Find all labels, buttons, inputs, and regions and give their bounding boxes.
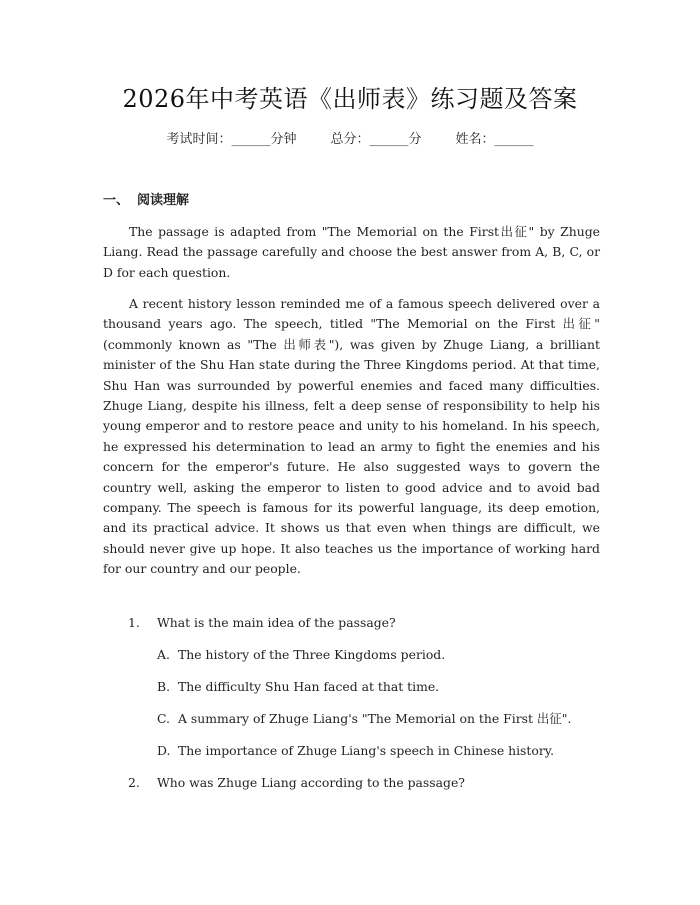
section-number: 一、 — [103, 193, 130, 208]
instruction-text: The passage is adapted from "The Memorial on the First出征" by Zhuge Liang. Read the passage carefully and choose the best answer from A, B, C, or D for each question. — [103, 224, 600, 280]
section-heading — [103, 191, 189, 211]
option-text: A summary of Zhuge Liang's "The Memorial on the First 出征". — [178, 711, 572, 726]
page-title: 2026年中考英语《出师表》练习题及答案 — [122, 85, 578, 113]
option-text: The importance of Zhuge Liang's speech in Chinese history. — [178, 743, 555, 758]
option-letter: B. — [157, 679, 171, 694]
option-letter: A. — [157, 647, 170, 662]
option-c — [157, 709, 571, 729]
option-a — [157, 645, 445, 665]
question-text: Who was Zhuge Liang according to the passage? — [157, 775, 465, 790]
reading-passage — [103, 294, 600, 580]
option-letter: C. — [157, 711, 170, 726]
section-title: 阅读理解 — [137, 193, 190, 208]
passage-text: A recent history lesson reminded me of a famous speech delivered over a thousand years ago. The speech, titled "The Memorial on the First 出征" (commonly known as "The 出师表"), was given by Zhuge Liang, a brilliant minister of the Shu Han state during the Three Kingdoms period. At that time, Shu Han was surrounded by powerful enemies and faced many difficulties. Zhuge Liang, despite his illness, felt a deep sense of responsibility to help his young emperor and to restore peace and unity to his homeland. In his speech, he expressed his determination to lead an army to fight the enemies and his concern for the emperor's future. He also suggested ways to govern the country well, asking the emperor to listen to good advice and to avoid bad company. The speech is famous for its powerful language, its deep emotion, and its practical advice. It shows us that even when things are difficult, we should never give up hope. It also teaches us the importance of working hard for our country and our people. — [103, 296, 600, 577]
exam-meta — [0, 130, 700, 150]
option-letter: D. — [157, 743, 171, 758]
question-2 — [128, 773, 465, 793]
student-name-label: 姓名：______ — [455, 132, 534, 147]
option-text: The difficulty Shu Han faced at that time. — [178, 679, 440, 694]
question-number: 1. — [128, 615, 140, 630]
instruction-paragraph — [103, 222, 600, 283]
option-b — [157, 677, 439, 697]
question-1 — [128, 613, 396, 633]
exam-time-label: 考试时间：______分钟 — [166, 132, 297, 147]
total-score-label: 总分：______分 — [330, 132, 422, 147]
option-d — [157, 741, 554, 761]
option-text: The history of the Three Kingdoms period. — [178, 647, 446, 662]
question-number: 2. — [128, 775, 140, 790]
question-text: What is the main idea of the passage? — [157, 615, 396, 630]
